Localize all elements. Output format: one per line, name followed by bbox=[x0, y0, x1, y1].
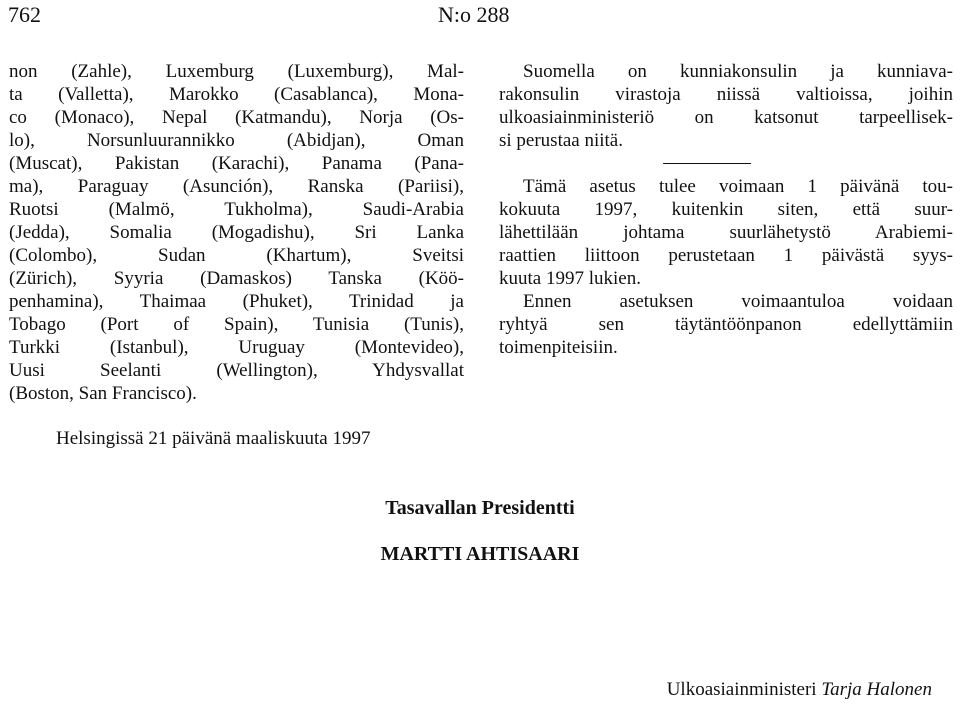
text-line: (Colombo), Sudan (Khartum), Sveitsi bbox=[9, 245, 464, 266]
text-line: Turkki (Istanbul), Uruguay (Montevideo), bbox=[9, 337, 464, 358]
paragraph-implementation bbox=[499, 290, 953, 359]
text-line: ulkoasiainministeriö on katsonut tarpeellisek- bbox=[499, 107, 953, 128]
text-line: raattien liittoon perustetaan 1 päivästä syys- bbox=[499, 245, 953, 266]
text-line: rakonsulin virastoja niissä valtioissa, joihin bbox=[499, 84, 953, 105]
text-line: Ennen asetuksen voimaantuloa voidaan bbox=[523, 291, 953, 312]
text-line: (Jedda), Somalia (Mogadishu), Sri Lanka bbox=[9, 222, 464, 243]
text-line: ma), Paraguay (Asunción), Ranska (Pariisi), bbox=[9, 176, 464, 197]
text-line: (Muscat), Pakistan (Karachi), Panama (Pana- bbox=[9, 153, 464, 174]
page-number: 762 bbox=[8, 2, 41, 27]
text-line: penhamina), Thaimaa (Phuket), Trinidad ja bbox=[9, 291, 464, 312]
text-line: co (Monaco), Nepal (Katmandu), Norja (Os- bbox=[9, 107, 464, 128]
text-line: Tämä asetus tulee voimaan 1 päivänä tou- bbox=[523, 176, 953, 197]
text-line: (Zürich), Syyria (Damaskos) Tanska (Köö- bbox=[9, 268, 464, 289]
signing-place-date: Helsingissä 21 päivänä maaliskuuta 1997 bbox=[56, 428, 371, 449]
text-line: toimenpiteisiin. bbox=[499, 337, 618, 358]
text-line: Ruotsi (Malmö, Tukholma), Saudi-Arabia bbox=[9, 199, 464, 220]
minister-signature bbox=[667, 679, 932, 701]
text-line: kuuta 1997 lukien. bbox=[499, 268, 641, 289]
section-divider bbox=[663, 163, 751, 164]
right-column bbox=[499, 60, 953, 359]
left-column bbox=[9, 60, 464, 405]
text-line: lo), Norsunluurannikko (Abidjan), Oman bbox=[9, 130, 464, 151]
issue-number: N:o 288 bbox=[438, 2, 510, 27]
president-name: MARTTI AHTISAARI bbox=[380, 543, 580, 565]
paragraph-consulates bbox=[499, 60, 953, 152]
text-line: (Boston, San Francisco). bbox=[9, 383, 197, 404]
text-line: kokuuta 1997, kuitenkin siten, että suur- bbox=[499, 199, 953, 220]
paragraph-entry-into-force bbox=[499, 175, 953, 290]
text-line: ryhtyä sen täytäntöönpanon edellyttämiin bbox=[499, 314, 953, 335]
text-line: Uusi Seelanti (Wellington), Yhdysvallat bbox=[9, 360, 464, 381]
text-line: lähettilään johtama suurlähetystö Arabiemi- bbox=[499, 222, 953, 243]
text-line: si perustaa niitä. bbox=[499, 130, 623, 151]
minister-name: Tarja Halonen bbox=[821, 679, 932, 700]
minister-title: Ulkoasiainministeri bbox=[666, 679, 817, 700]
text-line: Tobago (Port of Spain), Tunisia (Tunis), bbox=[9, 314, 464, 335]
text-line: non (Zahle), Luxemburg (Luxemburg), Mal- bbox=[9, 61, 464, 82]
president-title: Tasavallan Presidentti bbox=[385, 497, 575, 519]
text-line: Suomella on kunniakonsulin ja kunniava- bbox=[523, 61, 953, 82]
text-line: ta (Valletta), Marokko (Casablanca), Mona- bbox=[9, 84, 464, 105]
